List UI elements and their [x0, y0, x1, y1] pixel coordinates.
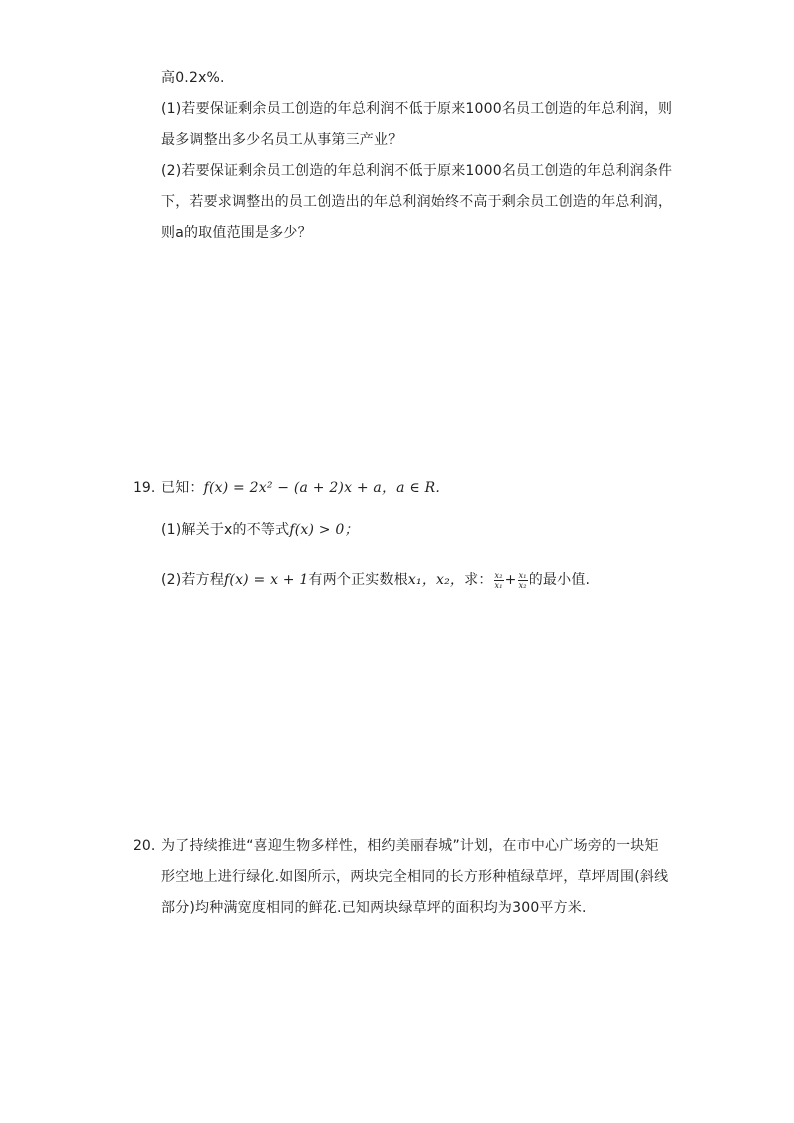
q19-fraction-2 [518, 571, 528, 590]
q19-part-1 [161, 520, 359, 540]
q18-line-1: 高0.2x%. [161, 70, 225, 86]
q18-line-2: (1)若要保证剩余员工创造的年总利润不低于原来1000名员工创造的年总利润，则 [161, 101, 673, 117]
q19-stem-formula: f(x) = 2x² − (a + 2)x + a，a ∈ R. [203, 480, 440, 496]
q19-part2-c: 求： [464, 572, 493, 588]
q19-part2-formula: f(x) = x + 1 [224, 572, 309, 588]
q19-frac1-numerator: x₂ [494, 570, 503, 580]
q19-part2-b: 有两个正实数根 [308, 572, 408, 588]
q19-stem-text: 已知： [161, 480, 204, 496]
q19-stem [161, 478, 440, 498]
q19-part2-d: 的最小值. [528, 572, 591, 588]
q20-line-1: 为了持续推进“喜迎生物多样性，相约美丽春城”计划，在市中心广场旁的一块矩 [161, 838, 659, 854]
q19-part1-text: (1)解关于x的不等式 [161, 522, 290, 538]
q18-line-3: 最多调整出多少名员工从事第三产业？ [161, 132, 403, 148]
q18-line-4: (2)若要保证剩余员工创造的年总利润不低于原来1000名员工创造的年总利润条件 [161, 163, 673, 179]
q19-number: 19. [133, 480, 156, 496]
q20-line-3: 部分)均种满宽度相同的鲜花.已知两块绿草坪的面积均为300平方米. [161, 900, 587, 916]
q19-frac1-denominator: x₁ [494, 580, 503, 590]
q19-plus-sign: + [504, 572, 517, 588]
q19-part-2 [161, 570, 590, 590]
q20-number: 20. [133, 838, 156, 854]
q19-frac2-denominator: x₂ [518, 580, 527, 590]
q19-fraction-1 [494, 571, 504, 590]
q18-line-6: 则a的取值范围是多少？ [161, 225, 312, 241]
q20-line-2: 形空地上进行绿化.如图所示，两块完全相同的长方形种植绿草坪，草坪周围(斜线 [161, 869, 669, 885]
q19-part2-a: (2)若方程 [161, 572, 225, 588]
q19-part2-roots: x₁，x₂， [407, 572, 465, 588]
q19-part1-formula: f(x) > 0； [289, 522, 359, 538]
q18-line-5: 下，若要求调整出的员工创造出的年总利润始终不高于剩余员工创造的年总利润， [161, 194, 673, 210]
q19-frac2-numerator: x₁ [518, 570, 527, 580]
